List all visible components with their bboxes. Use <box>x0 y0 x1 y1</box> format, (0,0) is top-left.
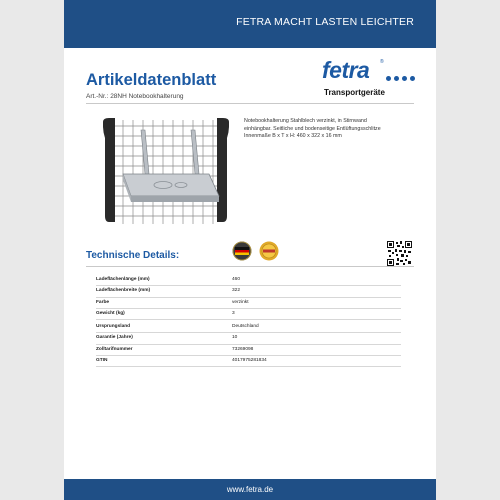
table-row <box>96 356 401 367</box>
header-band <box>64 0 436 48</box>
header-slogan: FETRA MACHT LASTEN LEICHTER <box>236 16 414 28</box>
technical-details-table <box>96 275 401 367</box>
table-row <box>96 333 401 344</box>
logo-tagline: Transportgeräte <box>324 88 385 97</box>
row-value: Deutschland <box>232 324 259 330</box>
row-value: 73269098 <box>232 346 254 352</box>
row-value: 3 <box>232 310 235 316</box>
row-value: 4017975281834 <box>232 358 267 364</box>
footer-band <box>64 479 436 500</box>
article-number: Art.-Nr.: 28NH Notebookhalterung <box>86 93 184 100</box>
logo-registered-mark: ® <box>380 59 384 65</box>
row-value: 460 <box>232 277 241 282</box>
logo-wordmark: fetra <box>322 57 370 83</box>
row-value: 322 <box>232 288 241 294</box>
row-label: Ursprungsland <box>96 324 131 330</box>
product-image <box>101 118 231 230</box>
fetra-logo <box>322 57 422 102</box>
footer-website-link[interactable]: www.fetra.de <box>226 485 274 494</box>
datasheet-page <box>64 0 436 500</box>
product-description <box>244 118 419 141</box>
warranty-badge <box>259 241 279 261</box>
logo-dot <box>402 76 407 81</box>
row-label: Ladeflächenbreite (mm) <box>96 288 151 294</box>
description-line: Notebookhalterung Stahlblech verzinkt, in Stirnwand <box>244 118 367 124</box>
technical-details-heading: Technische Details: <box>86 250 180 261</box>
row-label: Gewicht (kg) <box>96 310 125 316</box>
row-label: Zolltarifnummer <box>96 346 133 352</box>
details-divider <box>86 266 414 267</box>
description-line: einhängbar. Seitliche und bodenseitige Entlüftungsschlitze <box>244 125 381 132</box>
table-row <box>96 309 401 320</box>
qr-code-icon <box>387 241 412 266</box>
logo-dot <box>394 76 399 81</box>
logo-dot <box>410 76 415 81</box>
row-label: Garantie (Jahre) <box>96 335 133 341</box>
logo-dot <box>386 76 391 81</box>
made-in-germany-badge <box>232 241 252 261</box>
table-row <box>96 275 401 286</box>
row-label: GTIN <box>96 358 108 364</box>
title-divider <box>86 103 414 104</box>
table-row <box>96 322 401 333</box>
row-value: 10 <box>232 335 238 341</box>
row-value: verzinkt <box>232 299 249 305</box>
row-label: Farbe <box>96 299 110 305</box>
row-label: Ladeflächenlänge (mm) <box>96 277 150 282</box>
description-line: Innenmaße B x T x H: 460 x 322 x 16 mm <box>244 133 342 140</box>
table-row <box>96 345 401 356</box>
table-row <box>96 286 401 297</box>
logo-dots <box>386 76 426 82</box>
table-row <box>96 298 401 309</box>
document-title: Artikeldatenblatt <box>86 71 217 89</box>
